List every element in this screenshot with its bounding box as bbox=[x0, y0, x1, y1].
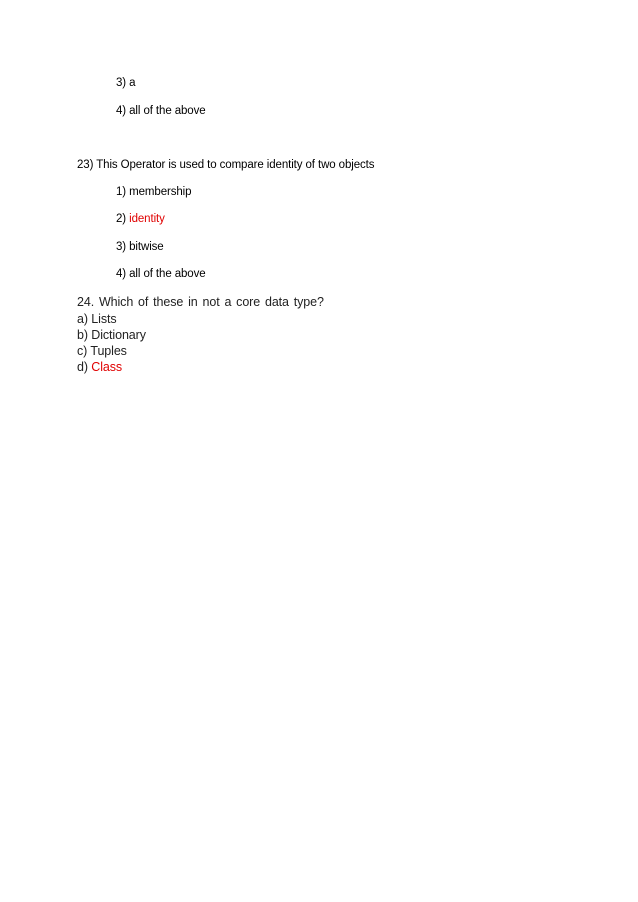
q24-option-b bbox=[77, 328, 146, 343]
option-text: Tuples bbox=[90, 344, 127, 358]
option-number: 1) bbox=[116, 186, 127, 198]
q23-option-2 bbox=[116, 212, 165, 226]
question-number: 23) bbox=[77, 159, 94, 171]
q23-option-1 bbox=[116, 185, 191, 199]
question-23 bbox=[77, 158, 374, 172]
option-number: d) bbox=[77, 360, 88, 374]
prev-option-4 bbox=[116, 104, 206, 118]
question-24 bbox=[77, 295, 324, 310]
option-number: 4) bbox=[116, 105, 127, 117]
option-number: 3) bbox=[116, 77, 127, 89]
option-number: c) bbox=[77, 344, 88, 358]
option-number: 3) bbox=[116, 241, 127, 253]
option-text: a bbox=[129, 77, 136, 89]
question-text: This Operator is used to compare identity of two objects bbox=[96, 159, 375, 171]
q23-option-3 bbox=[116, 240, 164, 254]
q23-option-4 bbox=[116, 267, 206, 281]
option-text: Dictionary bbox=[91, 328, 146, 342]
question-text: 24. Which of these in not a core data type? bbox=[77, 295, 324, 309]
option-number: a) bbox=[77, 312, 88, 326]
q24-option-d bbox=[77, 360, 122, 375]
option-text-answer: Class bbox=[91, 360, 123, 374]
option-text: all of the above bbox=[129, 105, 206, 117]
option-number: 2) bbox=[116, 213, 127, 225]
option-text: membership bbox=[129, 186, 192, 198]
prev-option-3 bbox=[116, 76, 135, 90]
option-text: bitwise bbox=[129, 241, 164, 253]
option-number: b) bbox=[77, 328, 88, 342]
q24-option-a bbox=[77, 312, 117, 327]
option-number: 4) bbox=[116, 268, 127, 280]
q24-option-c bbox=[77, 344, 127, 359]
option-text-answer: identity bbox=[129, 213, 165, 225]
option-text: all of the above bbox=[129, 268, 206, 280]
option-text: Lists bbox=[91, 312, 117, 326]
